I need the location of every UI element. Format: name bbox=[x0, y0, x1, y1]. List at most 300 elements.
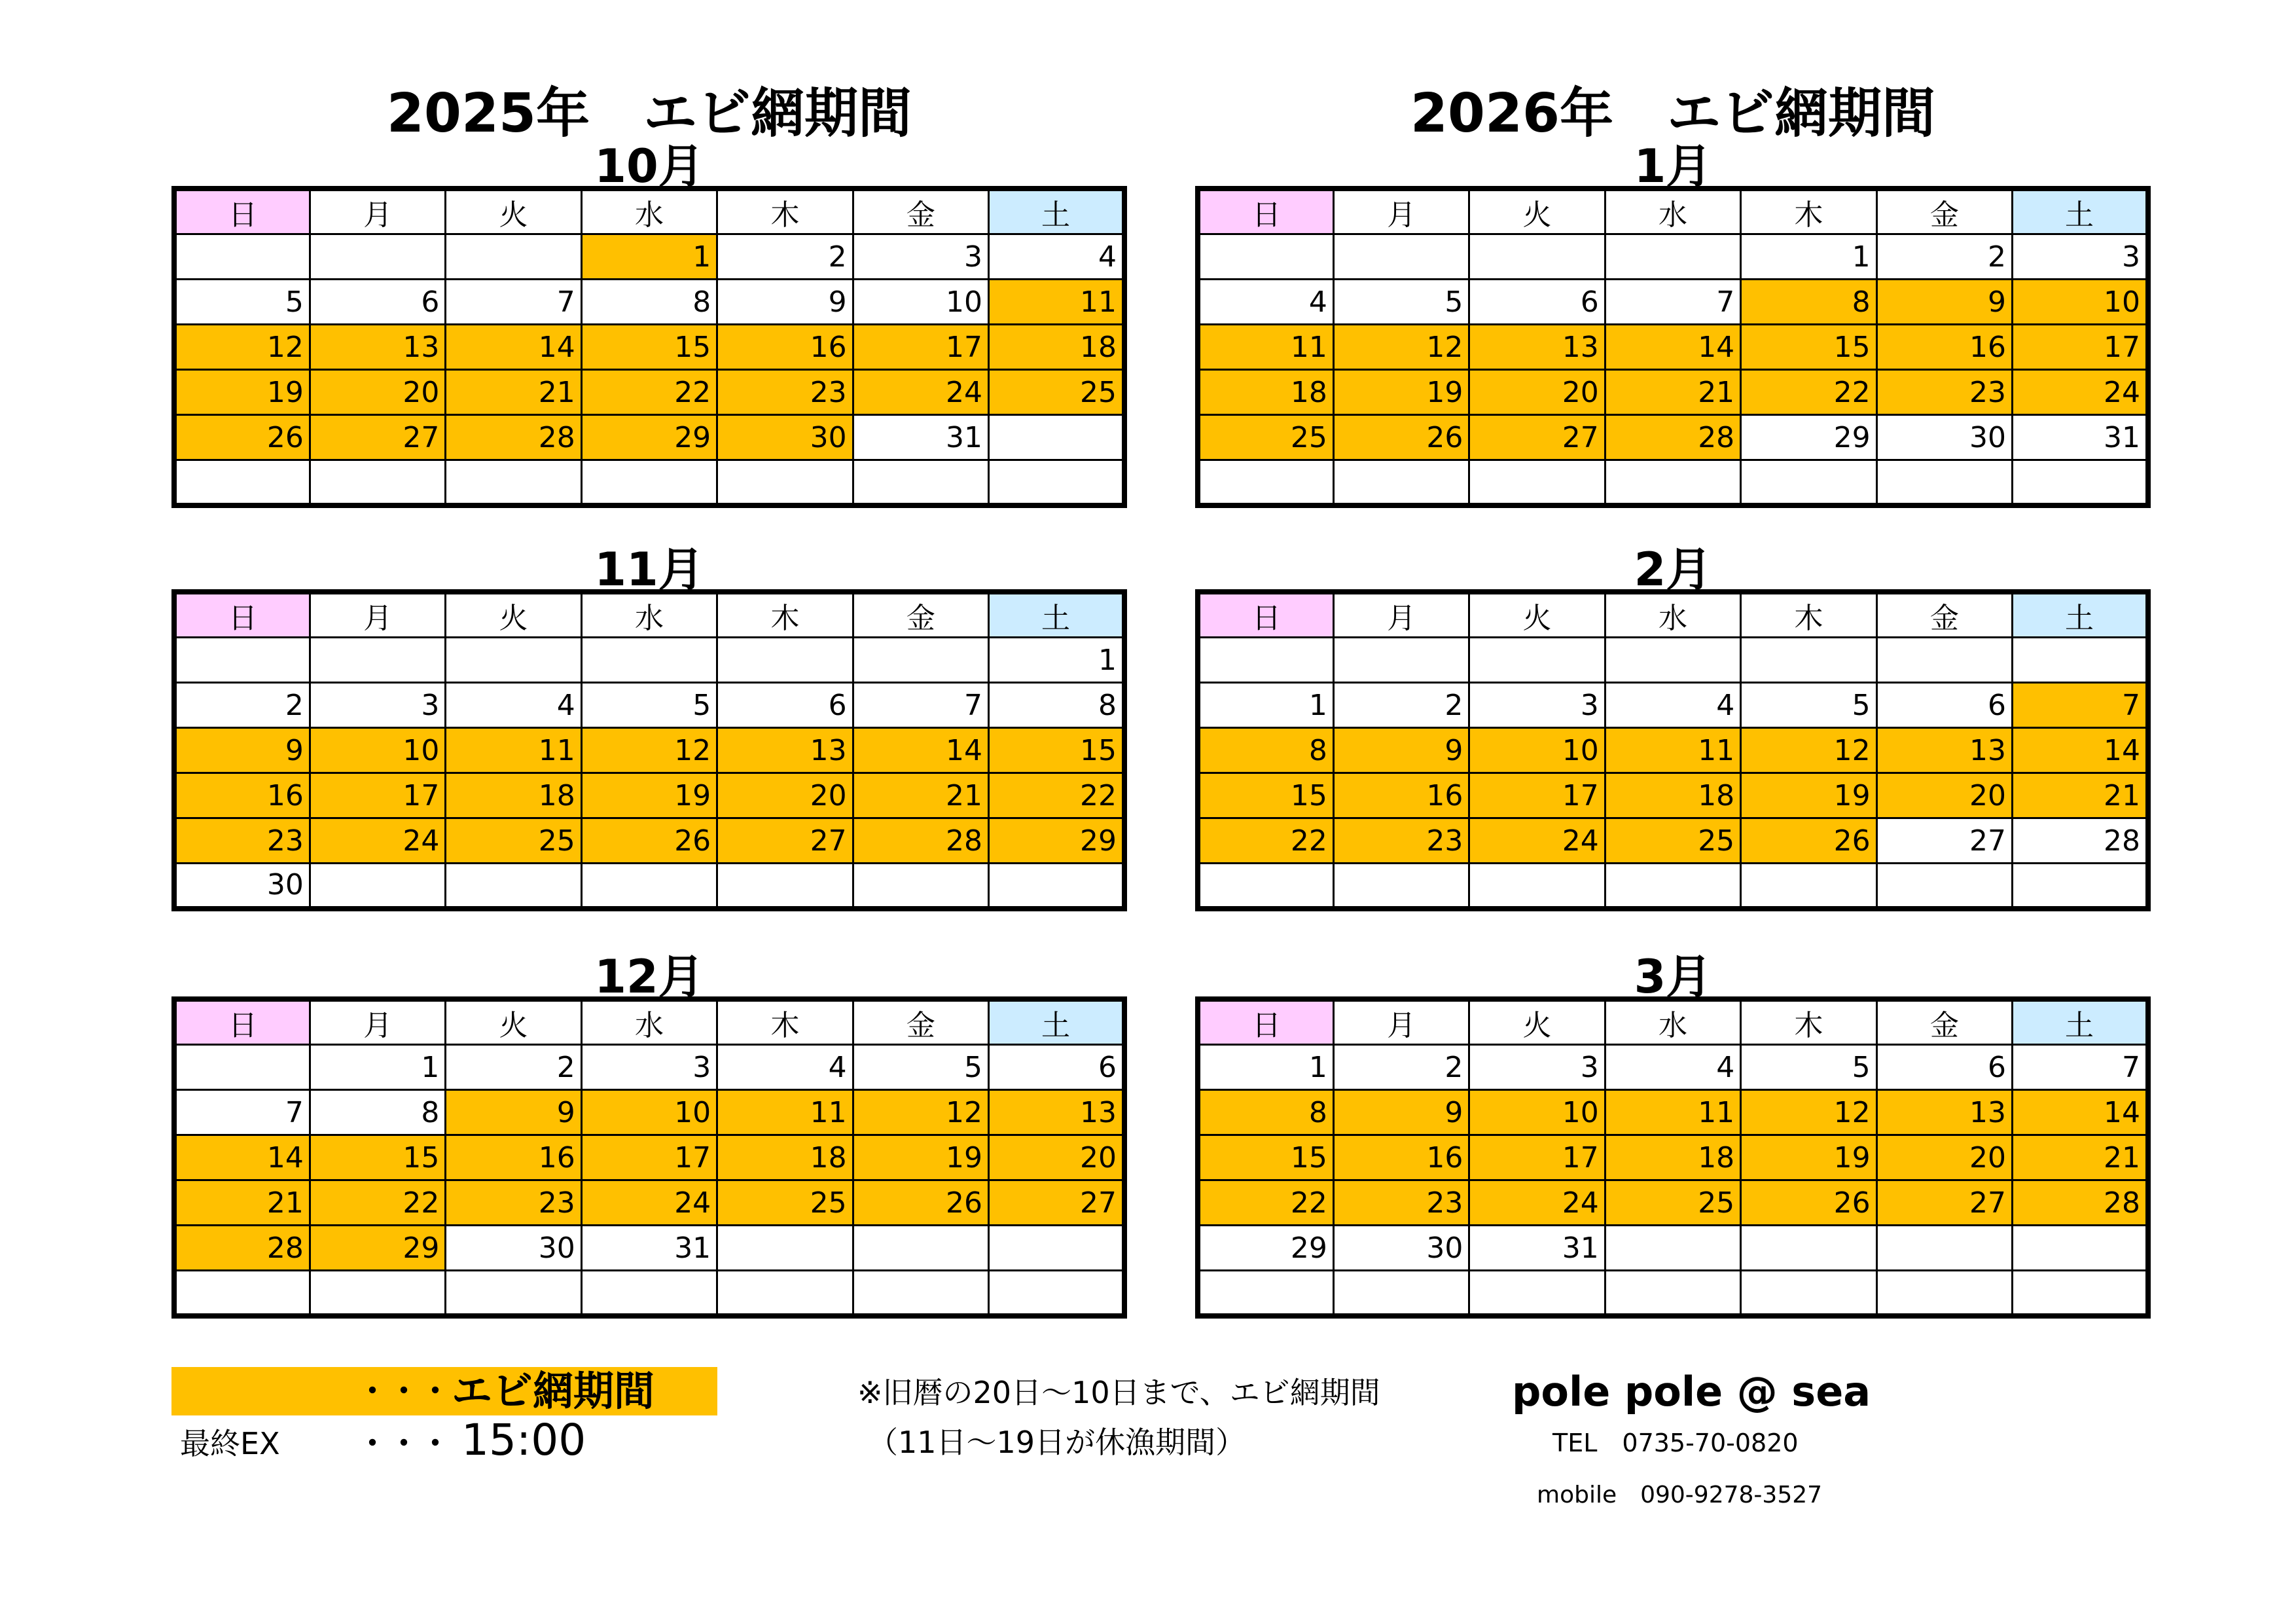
day-cell: 3 bbox=[1469, 1045, 1605, 1090]
day-cell: 12 bbox=[581, 728, 717, 773]
empty-day-cell bbox=[446, 460, 581, 505]
day-cell: 3 bbox=[2013, 234, 2148, 280]
day-cell: 18 bbox=[1198, 370, 1333, 415]
weekday-header: 金 bbox=[1876, 189, 2012, 234]
calendar-grid bbox=[171, 589, 1127, 911]
day-cell: 15 bbox=[581, 325, 717, 370]
day-cell: 5 bbox=[174, 280, 310, 325]
week-row bbox=[174, 415, 1124, 460]
day-cell: 7 bbox=[2013, 683, 2148, 728]
empty-day-cell bbox=[1469, 638, 1605, 683]
month-title: 2月 bbox=[1634, 543, 1712, 596]
week-row bbox=[1198, 864, 2148, 909]
day-cell: 2 bbox=[1876, 234, 2012, 280]
day-cell: 4 bbox=[1605, 683, 1740, 728]
empty-day-cell bbox=[2013, 1271, 2148, 1316]
empty-day-cell bbox=[989, 1226, 1124, 1271]
weekday-header: 火 bbox=[1469, 592, 1605, 638]
week-row bbox=[1198, 1271, 2148, 1316]
week-row bbox=[174, 773, 1124, 818]
weekday-header: 火 bbox=[446, 189, 581, 234]
empty-day-cell bbox=[853, 638, 988, 683]
day-cell: 11 bbox=[1605, 728, 1740, 773]
month-calendar bbox=[1195, 543, 2151, 936]
day-cell: 17 bbox=[1469, 1135, 1605, 1180]
day-cell: 24 bbox=[1469, 1180, 1605, 1226]
day-cell: 10 bbox=[853, 280, 988, 325]
day-cell: 18 bbox=[717, 1135, 853, 1180]
day-cell: 22 bbox=[1198, 818, 1333, 864]
day-cell: 15 bbox=[1741, 325, 1876, 370]
weekday-header-row bbox=[1198, 999, 2148, 1045]
day-cell: 7 bbox=[446, 280, 581, 325]
day-cell: 9 bbox=[717, 280, 853, 325]
day-cell: 26 bbox=[1741, 818, 1876, 864]
empty-day-cell bbox=[1876, 460, 2012, 505]
week-row bbox=[1198, 728, 2148, 773]
day-cell: 13 bbox=[717, 728, 853, 773]
day-cell: 11 bbox=[446, 728, 581, 773]
day-cell: 9 bbox=[1333, 1090, 1469, 1135]
day-cell: 9 bbox=[446, 1090, 581, 1135]
day-cell: 6 bbox=[1876, 1045, 2012, 1090]
day-cell: 7 bbox=[1605, 280, 1740, 325]
day-cell: 1 bbox=[581, 234, 717, 280]
day-cell: 24 bbox=[1469, 818, 1605, 864]
day-cell: 16 bbox=[717, 325, 853, 370]
day-cell: 17 bbox=[2013, 325, 2148, 370]
shop-tel: TEL 0735-70-0820 bbox=[1552, 1429, 1799, 1457]
legend-dots: ・・・ bbox=[357, 1373, 452, 1410]
day-cell: 24 bbox=[310, 818, 445, 864]
empty-day-cell bbox=[1741, 1271, 1876, 1316]
day-cell: 13 bbox=[310, 325, 445, 370]
day-cell: 30 bbox=[717, 415, 853, 460]
last-ex-label: 最終EX bbox=[180, 1426, 280, 1461]
week-row bbox=[174, 1180, 1124, 1226]
day-cell: 15 bbox=[1198, 1135, 1333, 1180]
day-cell: 23 bbox=[446, 1180, 581, 1226]
empty-day-cell bbox=[446, 638, 581, 683]
day-cell: 25 bbox=[717, 1180, 853, 1226]
last-ex-time: 15:00 bbox=[461, 1415, 586, 1465]
empty-day-cell bbox=[174, 638, 310, 683]
weekday-header: 木 bbox=[1741, 189, 1876, 234]
day-cell: 20 bbox=[310, 370, 445, 415]
empty-day-cell bbox=[853, 460, 988, 505]
day-cell: 15 bbox=[1198, 773, 1333, 818]
shop-mobile: mobile 090-9278-3527 bbox=[1537, 1482, 1823, 1508]
weekday-header: 金 bbox=[1876, 592, 2012, 638]
weekday-header: 火 bbox=[1469, 999, 1605, 1045]
day-cell: 17 bbox=[853, 325, 988, 370]
calendar-grid bbox=[1195, 186, 2151, 508]
empty-day-cell bbox=[989, 1271, 1124, 1316]
day-cell: 22 bbox=[1741, 370, 1876, 415]
day-cell: 12 bbox=[853, 1090, 988, 1135]
month-calendar bbox=[171, 951, 1127, 1343]
day-cell: 22 bbox=[989, 773, 1124, 818]
day-cell: 20 bbox=[989, 1135, 1124, 1180]
day-cell: 9 bbox=[174, 728, 310, 773]
week-row bbox=[1198, 818, 2148, 864]
weekday-header: 金 bbox=[1876, 999, 2012, 1045]
month-calendar bbox=[1195, 140, 2151, 533]
day-cell: 27 bbox=[310, 415, 445, 460]
week-row bbox=[174, 1271, 1124, 1316]
day-cell: 9 bbox=[1876, 280, 2012, 325]
empty-day-cell bbox=[1605, 234, 1740, 280]
day-cell: 7 bbox=[853, 683, 988, 728]
day-cell: 20 bbox=[1876, 1135, 2012, 1180]
day-cell: 27 bbox=[989, 1180, 1124, 1226]
weekday-header: 月 bbox=[310, 999, 445, 1045]
day-cell: 21 bbox=[174, 1180, 310, 1226]
day-cell: 14 bbox=[853, 728, 988, 773]
week-row bbox=[174, 1226, 1124, 1271]
empty-day-cell bbox=[1198, 638, 1333, 683]
weekday-header: 火 bbox=[1469, 189, 1605, 234]
empty-day-cell bbox=[174, 1045, 310, 1090]
month-title: 1月 bbox=[1634, 139, 1712, 193]
day-cell: 11 bbox=[717, 1090, 853, 1135]
day-cell: 6 bbox=[989, 1045, 1124, 1090]
weekday-header: 月 bbox=[310, 189, 445, 234]
day-cell: 28 bbox=[2013, 818, 2148, 864]
day-cell: 12 bbox=[1333, 325, 1469, 370]
weekday-header: 日 bbox=[174, 999, 310, 1045]
empty-day-cell bbox=[1605, 1271, 1740, 1316]
empty-day-cell bbox=[581, 864, 717, 909]
day-cell: 18 bbox=[989, 325, 1124, 370]
day-cell: 24 bbox=[853, 370, 988, 415]
empty-day-cell bbox=[1605, 1226, 1740, 1271]
weekday-header: 木 bbox=[1741, 999, 1876, 1045]
day-cell: 18 bbox=[1605, 773, 1740, 818]
week-row bbox=[1198, 773, 2148, 818]
week-row bbox=[174, 460, 1124, 505]
day-cell: 16 bbox=[446, 1135, 581, 1180]
week-row bbox=[1198, 234, 2148, 280]
day-cell: 20 bbox=[1876, 773, 2012, 818]
empty-day-cell bbox=[446, 234, 581, 280]
day-cell: 1 bbox=[310, 1045, 445, 1090]
week-row bbox=[1198, 1180, 2148, 1226]
day-cell: 13 bbox=[1876, 1090, 2012, 1135]
day-cell: 26 bbox=[1741, 1180, 1876, 1226]
weekday-header: 日 bbox=[174, 592, 310, 638]
weekday-header-row bbox=[1198, 189, 2148, 234]
week-row bbox=[174, 280, 1124, 325]
week-row bbox=[1198, 1090, 2148, 1135]
week-row bbox=[174, 234, 1124, 280]
empty-day-cell bbox=[1333, 864, 1469, 909]
day-cell: 26 bbox=[174, 415, 310, 460]
day-cell: 8 bbox=[1198, 1090, 1333, 1135]
weekday-header: 水 bbox=[581, 189, 717, 234]
weekday-header: 日 bbox=[1198, 189, 1333, 234]
weekday-header: 木 bbox=[717, 189, 853, 234]
day-cell: 10 bbox=[1469, 728, 1605, 773]
week-row bbox=[174, 370, 1124, 415]
day-cell: 1 bbox=[989, 638, 1124, 683]
weekday-header: 水 bbox=[1605, 189, 1740, 234]
note-line-2: （11日～19日が休漁期間） bbox=[868, 1425, 1246, 1460]
day-cell: 1 bbox=[1741, 234, 1876, 280]
note-line-1: ※旧暦の20日～10日まで、エビ網期間 bbox=[857, 1375, 1380, 1410]
week-row bbox=[174, 728, 1124, 773]
day-cell: 29 bbox=[1741, 415, 1876, 460]
empty-day-cell bbox=[2013, 460, 2148, 505]
empty-day-cell bbox=[1333, 234, 1469, 280]
day-cell: 29 bbox=[310, 1226, 445, 1271]
month-calendar bbox=[171, 543, 1127, 936]
day-cell: 11 bbox=[1198, 325, 1333, 370]
empty-day-cell bbox=[2013, 864, 2148, 909]
day-cell: 18 bbox=[1605, 1135, 1740, 1180]
week-row bbox=[1198, 1045, 2148, 1090]
week-row bbox=[1198, 1226, 2148, 1271]
empty-day-cell bbox=[717, 864, 853, 909]
empty-day-cell bbox=[1198, 1271, 1333, 1316]
weekday-header: 木 bbox=[717, 592, 853, 638]
weekday-header: 日 bbox=[174, 189, 310, 234]
weekday-header: 土 bbox=[989, 189, 1124, 234]
day-cell: 2 bbox=[717, 234, 853, 280]
day-cell: 21 bbox=[2013, 773, 2148, 818]
day-cell: 19 bbox=[174, 370, 310, 415]
weekday-header: 金 bbox=[853, 999, 988, 1045]
day-cell: 7 bbox=[2013, 1045, 2148, 1090]
weekday-header: 火 bbox=[446, 999, 581, 1045]
empty-day-cell bbox=[1469, 234, 1605, 280]
day-cell: 10 bbox=[2013, 280, 2148, 325]
day-cell: 14 bbox=[2013, 728, 2148, 773]
day-cell: 15 bbox=[310, 1135, 445, 1180]
day-cell: 26 bbox=[1333, 415, 1469, 460]
empty-day-cell bbox=[1741, 460, 1876, 505]
day-cell: 4 bbox=[1198, 280, 1333, 325]
day-cell: 12 bbox=[174, 325, 310, 370]
day-cell: 21 bbox=[853, 773, 988, 818]
empty-day-cell bbox=[310, 234, 445, 280]
day-cell: 8 bbox=[1741, 280, 1876, 325]
day-cell: 8 bbox=[310, 1090, 445, 1135]
empty-day-cell bbox=[446, 864, 581, 909]
day-cell: 21 bbox=[1605, 370, 1740, 415]
day-cell: 3 bbox=[310, 683, 445, 728]
day-cell: 5 bbox=[1333, 280, 1469, 325]
day-cell: 30 bbox=[446, 1226, 581, 1271]
day-cell: 29 bbox=[989, 818, 1124, 864]
empty-day-cell bbox=[1333, 460, 1469, 505]
day-cell: 3 bbox=[1469, 683, 1605, 728]
empty-day-cell bbox=[2013, 638, 2148, 683]
day-cell: 16 bbox=[1333, 1135, 1469, 1180]
day-cell: 21 bbox=[2013, 1135, 2148, 1180]
day-cell: 30 bbox=[1333, 1226, 1469, 1271]
weekday-header: 土 bbox=[2013, 592, 2148, 638]
empty-day-cell bbox=[1876, 1271, 2012, 1316]
week-row bbox=[1198, 415, 2148, 460]
day-cell: 23 bbox=[1876, 370, 2012, 415]
month-title: 11月 bbox=[594, 543, 704, 596]
week-row bbox=[1198, 638, 2148, 683]
day-cell: 31 bbox=[581, 1226, 717, 1271]
day-cell: 23 bbox=[1333, 1180, 1469, 1226]
weekday-header: 水 bbox=[581, 999, 717, 1045]
weekday-header-row bbox=[174, 189, 1124, 234]
day-cell: 4 bbox=[717, 1045, 853, 1090]
legend-dots: ・・・ bbox=[357, 1425, 452, 1462]
week-row bbox=[174, 325, 1124, 370]
empty-day-cell bbox=[581, 638, 717, 683]
day-cell: 13 bbox=[1469, 325, 1605, 370]
day-cell: 10 bbox=[581, 1090, 717, 1135]
day-cell: 24 bbox=[2013, 370, 2148, 415]
empty-day-cell bbox=[174, 234, 310, 280]
day-cell: 15 bbox=[989, 728, 1124, 773]
day-cell: 6 bbox=[1469, 280, 1605, 325]
week-row bbox=[1198, 370, 2148, 415]
day-cell: 27 bbox=[1876, 818, 2012, 864]
day-cell: 5 bbox=[853, 1045, 988, 1090]
weekday-header: 金 bbox=[853, 189, 988, 234]
day-cell: 1 bbox=[1198, 1045, 1333, 1090]
day-cell: 31 bbox=[2013, 415, 2148, 460]
weekday-header: 水 bbox=[1605, 592, 1740, 638]
day-cell: 30 bbox=[174, 864, 310, 909]
weekday-header: 火 bbox=[446, 592, 581, 638]
weekday-header-row bbox=[1198, 592, 2148, 638]
day-cell: 18 bbox=[446, 773, 581, 818]
empty-day-cell bbox=[1741, 864, 1876, 909]
day-cell: 8 bbox=[1198, 728, 1333, 773]
empty-day-cell bbox=[1876, 1226, 2012, 1271]
calendar-grid bbox=[1195, 589, 2151, 911]
day-cell: 19 bbox=[1741, 773, 1876, 818]
empty-day-cell bbox=[853, 1226, 988, 1271]
weekday-header: 日 bbox=[1198, 999, 1333, 1045]
day-cell: 26 bbox=[853, 1180, 988, 1226]
day-cell: 30 bbox=[1876, 415, 2012, 460]
weekday-header: 木 bbox=[717, 999, 853, 1045]
week-row bbox=[174, 1045, 1124, 1090]
day-cell: 27 bbox=[1876, 1180, 2012, 1226]
week-row bbox=[1198, 325, 2148, 370]
week-row bbox=[174, 1135, 1124, 1180]
day-cell: 4 bbox=[989, 234, 1124, 280]
day-cell: 23 bbox=[174, 818, 310, 864]
weekday-header: 土 bbox=[2013, 999, 2148, 1045]
weekday-header: 月 bbox=[310, 592, 445, 638]
day-cell: 11 bbox=[1605, 1090, 1740, 1135]
day-cell: 4 bbox=[1605, 1045, 1740, 1090]
day-cell: 12 bbox=[1741, 728, 1876, 773]
empty-day-cell bbox=[1469, 1271, 1605, 1316]
weekday-header: 月 bbox=[1333, 999, 1469, 1045]
week-row bbox=[1198, 280, 2148, 325]
day-cell: 7 bbox=[174, 1090, 310, 1135]
day-cell: 31 bbox=[853, 415, 988, 460]
day-cell: 23 bbox=[717, 370, 853, 415]
empty-day-cell bbox=[1605, 638, 1740, 683]
week-row bbox=[174, 864, 1124, 909]
day-cell: 13 bbox=[989, 1090, 1124, 1135]
day-cell: 12 bbox=[1741, 1090, 1876, 1135]
day-cell: 9 bbox=[1333, 728, 1469, 773]
day-cell: 17 bbox=[310, 773, 445, 818]
week-row bbox=[174, 638, 1124, 683]
day-cell: 16 bbox=[1876, 325, 2012, 370]
empty-day-cell bbox=[1333, 1271, 1469, 1316]
empty-day-cell bbox=[1605, 864, 1740, 909]
calendar-grid bbox=[1195, 996, 2151, 1319]
month-title: 10月 bbox=[594, 139, 704, 193]
day-cell: 6 bbox=[310, 280, 445, 325]
day-cell: 4 bbox=[446, 683, 581, 728]
empty-day-cell bbox=[1469, 460, 1605, 505]
weekday-header-row bbox=[174, 999, 1124, 1045]
day-cell: 2 bbox=[174, 683, 310, 728]
month-calendar bbox=[171, 140, 1127, 533]
weekday-header: 木 bbox=[1741, 592, 1876, 638]
day-cell: 10 bbox=[1469, 1090, 1605, 1135]
day-cell: 6 bbox=[717, 683, 853, 728]
week-row bbox=[174, 1090, 1124, 1135]
empty-day-cell bbox=[1198, 460, 1333, 505]
calendar-grid bbox=[171, 186, 1127, 508]
empty-day-cell bbox=[581, 460, 717, 505]
day-cell: 28 bbox=[2013, 1180, 2148, 1226]
empty-day-cell bbox=[853, 864, 988, 909]
empty-day-cell bbox=[1741, 1226, 1876, 1271]
empty-day-cell bbox=[310, 460, 445, 505]
empty-day-cell bbox=[1876, 638, 2012, 683]
day-cell: 17 bbox=[1469, 773, 1605, 818]
day-cell: 25 bbox=[1605, 818, 1740, 864]
day-cell: 22 bbox=[1198, 1180, 1333, 1226]
week-row bbox=[1198, 460, 2148, 505]
day-cell: 28 bbox=[174, 1226, 310, 1271]
month-title: 3月 bbox=[1634, 950, 1712, 1004]
day-cell: 2 bbox=[1333, 683, 1469, 728]
day-cell: 29 bbox=[581, 415, 717, 460]
empty-day-cell bbox=[717, 1226, 853, 1271]
day-cell: 23 bbox=[1333, 818, 1469, 864]
weekday-header: 月 bbox=[1333, 592, 1469, 638]
day-cell: 20 bbox=[1469, 370, 1605, 415]
day-cell: 31 bbox=[1469, 1226, 1605, 1271]
month-title: 12月 bbox=[594, 950, 704, 1004]
day-cell: 16 bbox=[174, 773, 310, 818]
day-cell: 8 bbox=[989, 683, 1124, 728]
week-row bbox=[1198, 683, 2148, 728]
empty-day-cell bbox=[2013, 1226, 2148, 1271]
day-cell: 16 bbox=[1333, 773, 1469, 818]
day-cell: 6 bbox=[1876, 683, 2012, 728]
day-cell: 22 bbox=[310, 1180, 445, 1226]
weekday-header: 月 bbox=[1333, 189, 1469, 234]
day-cell: 14 bbox=[446, 325, 581, 370]
empty-day-cell bbox=[310, 864, 445, 909]
day-cell: 13 bbox=[1876, 728, 2012, 773]
day-cell: 29 bbox=[1198, 1226, 1333, 1271]
week-row bbox=[174, 683, 1124, 728]
weekday-header: 日 bbox=[1198, 592, 1333, 638]
day-cell: 2 bbox=[446, 1045, 581, 1090]
empty-day-cell bbox=[989, 415, 1124, 460]
